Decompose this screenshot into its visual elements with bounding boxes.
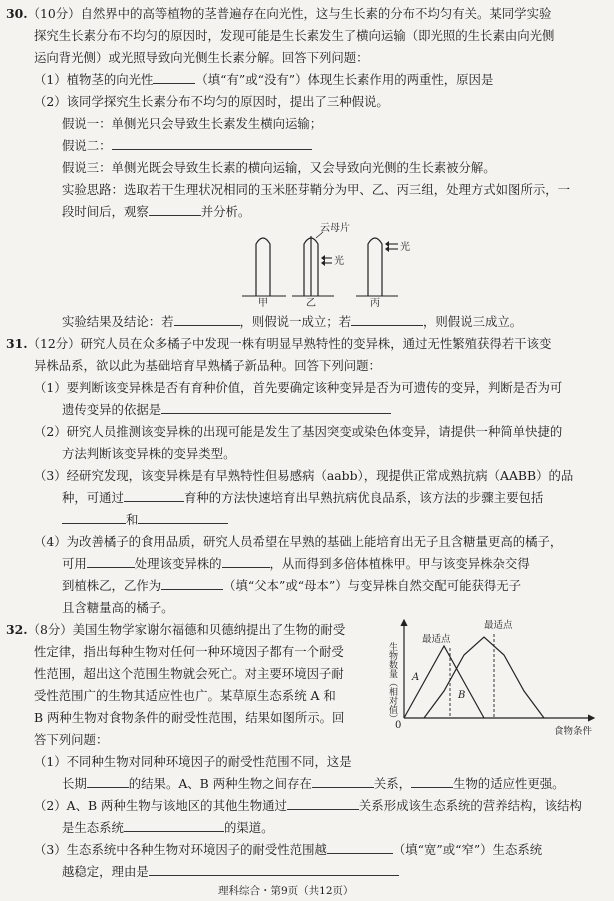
- q32-sub2-blank-1[interactable]: [287, 809, 359, 810]
- q30-result-a: 实验结果及结论：若: [62, 314, 174, 329]
- q31-sub1-line1: 要判断该变异株是否有育种价值，首先要确定该种变异是否为可遗传的变异，判断是否为可: [66, 380, 563, 395]
- q32-sub1-line1: 不同种生物对同种环境因子的耐受性范围不同，这是: [66, 754, 352, 769]
- q31-number: 31.: [6, 336, 28, 351]
- q31-sub4-blank-3[interactable]: [161, 589, 223, 590]
- q31-sub4-line1: 为改善橘子的食用品质，研究人员希望在早熟的基础上能培育出无子且含糖量更高的橘子，: [66, 534, 563, 549]
- q31-sub3-line3: 和: [126, 512, 139, 527]
- q32-sub1-line2-d: 生物的适应性更强。: [453, 776, 565, 791]
- q30-sub1-text-b: （填“有”或“没有”）体现生长素作用的两重性，原因是: [195, 72, 494, 87]
- coleoptile-b: [292, 232, 334, 296]
- q32-number: 32.: [6, 622, 28, 637]
- chart-origin: 0: [395, 720, 402, 731]
- q31-sub4-blank-2[interactable]: [222, 567, 270, 568]
- q30-result-blank-1[interactable]: [174, 325, 240, 326]
- q31-sub4-line3-a: 到植株乙，乙作为: [62, 578, 162, 593]
- q30-coleoptile-figure: [236, 220, 426, 309]
- q31-sub2-num: （2）: [34, 424, 67, 439]
- fig-label-b: 乙: [306, 298, 316, 309]
- q32-sub3-line1-b: （填“宽”或“窄”）生态系统: [392, 842, 543, 857]
- q32-sub1-line2-b: 的结果。A、B 两种生物之间存在: [128, 776, 312, 791]
- q32-sub2-blank-2[interactable]: [124, 831, 224, 832]
- q30-idea-line1: 实验思路：选取若干生理状况相同的玉米胚芽鞘分为甲、乙、丙三组，处理方式如图所示，一: [62, 182, 571, 197]
- q31-sub4-line2-a: 可用: [62, 556, 87, 571]
- q31-sub4-line4: 且含糖量高的橘子。: [62, 600, 174, 615]
- q32-tolerance-chart: [387, 614, 602, 740]
- q31-sub1-line2: 遗传变异的依据是: [62, 402, 162, 417]
- q30-idea-blank[interactable]: [149, 215, 201, 216]
- q30-hypothesis-2: 假说二：: [62, 138, 112, 153]
- chart-label-a: A: [412, 672, 420, 683]
- q30-number: 30.: [6, 6, 28, 21]
- q32-line2: 性定律，指出每种生物对任何一种环境因子都有一个耐受: [34, 644, 344, 659]
- q30-sub2-num: （2）: [34, 94, 67, 109]
- q30-sub1-num: （1）: [34, 72, 67, 87]
- q32-sub3-line1-a: 生态系统中各种生物对环境因子的耐受性范围越: [66, 842, 327, 857]
- q32-sub3-num: （3）: [34, 842, 67, 857]
- q31-sub2-line1: 研究人员推测该变异株的出现可能是发生了基因突变或染色体变异，请提供一种简单快捷的: [66, 424, 563, 439]
- q30-idea-line2-a: 段时间后，观察: [62, 204, 149, 219]
- q30-result-c: ，则假说三成立。: [423, 314, 523, 329]
- q30-result-b: ，则假说一成立；若: [239, 314, 352, 329]
- q32-sub1-blank-3[interactable]: [411, 787, 453, 788]
- q32-sub2-num: （2）: [34, 798, 67, 813]
- q30-hypothesis-3: 假说三：单侧光既会导致生长素的横向运输，又会导致向光侧的生长素被分解。: [62, 160, 496, 175]
- fig-label-light-2: 光: [400, 242, 410, 253]
- q32-points: （8分）: [27, 622, 73, 637]
- q32-sub1-blank-2[interactable]: [312, 787, 374, 788]
- q32-sub3-line2: 越稳定，理由是: [62, 864, 149, 879]
- q30-intro-line1: 自然界中的高等植物的茎普遍存在向光性，这与生长素的分布不均匀有关。某同学实验: [80, 6, 552, 21]
- chart-label-optimal: 最适点: [422, 634, 451, 645]
- coleoptile-a: [242, 238, 286, 296]
- q32-line4: 受性范围广的生物其适应性也广。某草原生态系统 A 和: [34, 688, 336, 703]
- q31-sub2-line2: 方法判断该变异株的变异类型。: [62, 446, 236, 461]
- q32-sub2-line1-b: 关系形成该生态系统的营养结构，该结构: [358, 798, 582, 813]
- q30-hyp2-blank[interactable]: [112, 149, 312, 150]
- q32-sub2-line2: 是生态系统: [62, 820, 124, 835]
- q31-intro-line1: 研究人员在众多橘子中发现一株有明显早熟特性的变异株，通过无性繁殖获得若干该变: [80, 336, 552, 351]
- q31-sub3-blank-2[interactable]: [62, 523, 126, 524]
- q32-sub3-blank-2[interactable]: [149, 875, 399, 876]
- q32-line3: 性范围，超出这个范围生物就会死亡。对主要环境因子耐: [34, 666, 344, 681]
- q30-idea-line2-b: 并分析。: [200, 204, 251, 219]
- chart-label-optimal-range: 最适点: [484, 620, 513, 631]
- q30-sub1-text-a: 植物茎的向光性: [66, 72, 154, 87]
- q32-sub1-num: （1）: [34, 754, 67, 769]
- q30-hypothesis-1: 假说一：单侧光只会导致生长素发生横向运输；: [62, 116, 323, 131]
- q31-sub4-line3-b: （填“父本”或“母本”）与变异株自然交配可能获得无子: [223, 578, 522, 593]
- q31-sub4-blank-1[interactable]: [87, 567, 135, 568]
- q31-intro-line2: 异株品系，欲以此为基础培育早熟橘子新品种。回答下列问题：: [34, 358, 381, 373]
- chart-xlabel: 食物条件: [554, 726, 593, 737]
- q32-sub1-blank-1[interactable]: [87, 787, 129, 788]
- q31-sub4-line2-b: 处理该变异株的: [134, 556, 222, 571]
- q31-sub1-blank[interactable]: [161, 413, 391, 414]
- q30-intro-line3: 运向背光侧）或光照导致向光侧生长素分解。回答下列问题：: [34, 50, 369, 65]
- q30-sub1-blank[interactable]: [153, 83, 195, 84]
- q30-intro-line2: 探究生长素分布不均匀的原因时，发现可能是生长素发生了横向运输（即光照的生长素由向光侧: [34, 28, 555, 43]
- q31-sub1-num: （1）: [34, 380, 67, 395]
- fig-label-a: 甲: [258, 298, 268, 309]
- q31-sub3-line2-a: 种，可通过: [62, 490, 124, 505]
- q31-points: （12分）: [27, 336, 81, 351]
- q31-sub3-line2-b: 育种的方法快速培育出早熟抗病优良品系，该方法的步骤主要包括: [183, 490, 544, 505]
- fig-label-mica: 云母片: [320, 223, 350, 234]
- chart-ylabel: 生物数量（相对值）: [387, 642, 397, 723]
- q32-line6: 答下列问题：: [34, 732, 109, 747]
- q30-points: （10分）: [27, 6, 81, 21]
- fig-label-c: 丙: [370, 298, 380, 309]
- q32-sub1-line2-c: 关系，: [373, 776, 412, 791]
- q32-sub2-line2-b: 的渠道。: [223, 820, 274, 835]
- fig-label-light-1: 光: [334, 256, 344, 267]
- page-footer: 理科综合・第9页（共12页）: [218, 885, 354, 897]
- q31-sub4-num: （4）: [34, 534, 67, 549]
- q32-sub1-line2-a: 长期: [62, 776, 87, 791]
- q31-sub3-num: （3）: [34, 468, 67, 483]
- q32-line1: 美国生物学家谢尔福德和贝德纳提出了生物的耐受: [72, 622, 346, 637]
- q30-result-blank-2[interactable]: [351, 325, 423, 326]
- q32-sub3-blank-1[interactable]: [327, 853, 393, 854]
- q32-sub2-line1-a: A、B 两种生物与该地区的其他生物通过: [66, 798, 287, 813]
- coleoptile-c: [356, 238, 398, 296]
- q31-sub4-line2-c: ，从而得到多倍体植株甲。甲与该变异株杂交得: [269, 556, 530, 571]
- chart-label-b: B: [458, 690, 466, 701]
- q30-sub2-text: 该同学探究生长素分布不均匀的原因时，提出了三种假说。: [66, 94, 389, 109]
- q31-sub3-blank-1[interactable]: [124, 501, 184, 502]
- q32-line5: B 两种生物对食物条件的耐受性范围，结果如图所示。回: [34, 710, 345, 725]
- q31-sub3-blank-3[interactable]: [138, 523, 228, 524]
- q31-sub3-line1: 经研究发现，该变异株是有早熟特性但易感病（aabb），现提供正常成熟抗病（AABB）的品: [66, 468, 574, 483]
